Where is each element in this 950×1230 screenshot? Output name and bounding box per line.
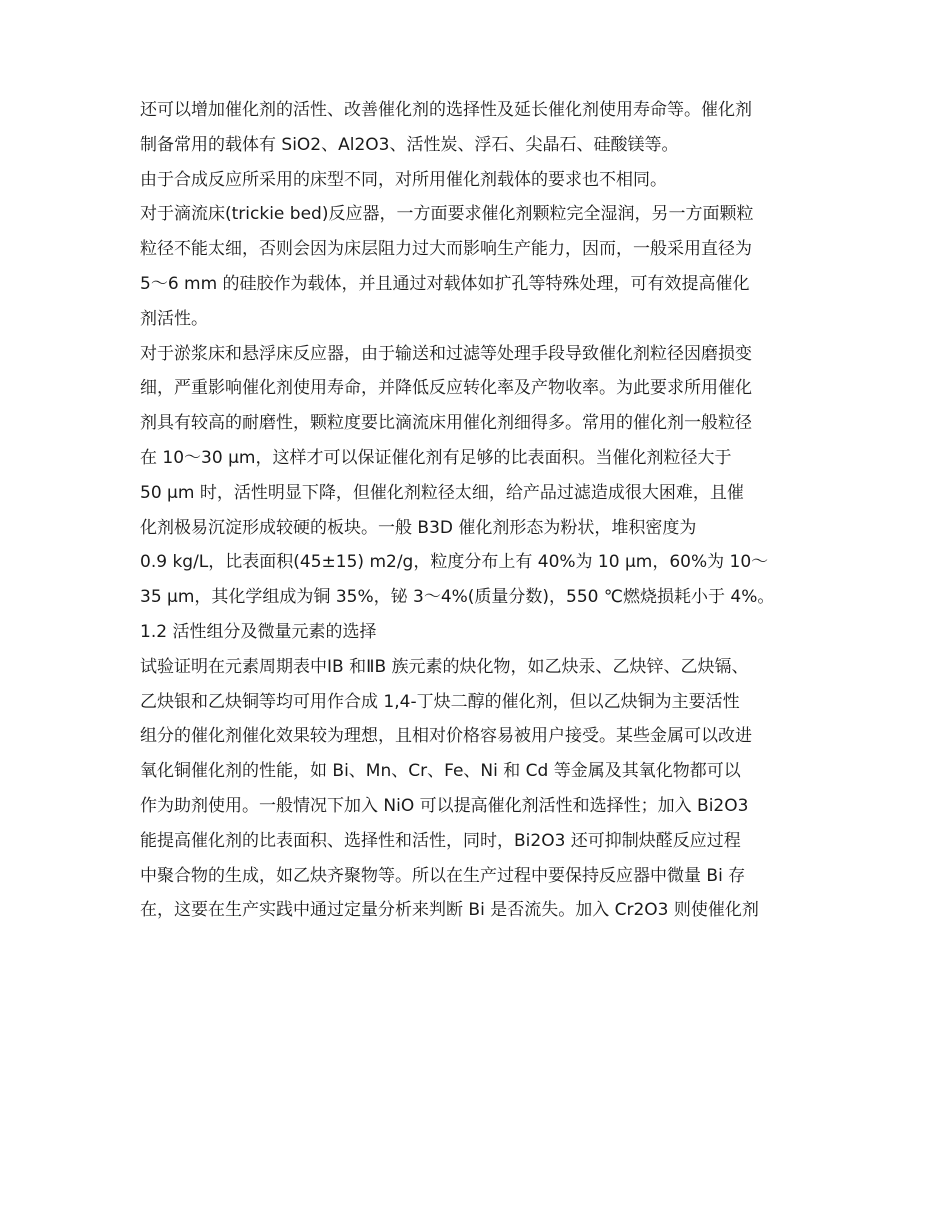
section-heading: 1.2 活性组分及微量元素的选择 xyxy=(140,621,377,642)
text-line: 中聚合物的生成，如乙炔齐聚物等。所以在生产过程中要保持反应器中微量 Bi 存 xyxy=(140,865,746,886)
text-line: 对于滴流床(trickie bed)反应器，一方面要求催化剂颗粒完全湿润，另一方面颗粒 xyxy=(140,204,754,225)
text-line: 作为助剂使用。一般情况下加入 NiO 可以提高催化剂活性和选择性；加入 Bi2O3 xyxy=(140,795,749,816)
text-line: 组分的催化剂催化效果较为理想，且相对价格容易被用户接受。某些金属可以改进 xyxy=(140,726,752,747)
text-line: 氧化铜催化剂的性能，如 Bi、Mn、Cr、Fe、Ni 和 Cd 等金属及其氧化物都可以 xyxy=(140,761,741,782)
text-line: 剂活性。 xyxy=(140,308,208,329)
text-line: 对于淤浆床和悬浮床反应器，由于输送和过滤等处理手段导致催化剂粒径因磨损变 xyxy=(140,343,752,364)
text-line: 35 μm，其化学组成为铜 35%，铋 3～4%(质量分数)，550 ℃燃烧损耗小于 4%。 xyxy=(140,587,775,608)
text-line: 乙炔银和乙炔铜等均可用作合成 1,4-丁炔二醇的催化剂，但以乙炔铜为主要活性 xyxy=(140,691,740,712)
text-line: 在，这要在生产实践中通过定量分析来判断 Bi 是否流失。加入 Cr2O3 则使催化剂 xyxy=(140,900,759,921)
text-line: 5～6 mm 的硅胶作为载体，并且通过对载体如扩孔等特殊处理，可有效提高催化 xyxy=(140,273,750,294)
text-line: 化剂极易沉淀形成较硬的板块。一般 B3D 催化剂形态为粉状，堆积密度为 xyxy=(140,517,697,538)
text-line: 剂具有较高的耐磨性，颗粒度要比滴流床用催化剂细得多。常用的催化剂一般粒径 xyxy=(140,413,752,434)
text-line: 还可以增加催化剂的活性、改善催化剂的选择性及延长催化剂使用寿命等。催化剂 xyxy=(140,100,752,120)
text-line: 制备常用的载体有 SiO2、Al2O3、活性炭、浮石、尖晶石、硅酸镁等。 xyxy=(140,134,679,155)
text-line: 细，严重影响催化剂使用寿命，并降低反应转化率及产物收率。为此要求所用催化 xyxy=(140,378,752,399)
text-line: 粒径不能太细，否则会因为床层阻力过大而影响生产能力，因而，一般采用直径为 xyxy=(140,239,752,260)
text-line: 试验证明在元素周期表中ⅠB 和ⅡB 族元素的炔化物，如乙炔汞、乙炔锌、乙炔镉、 xyxy=(140,656,749,677)
text-line: 能提高催化剂的比表面积、选择性和活性，同时，Bi2O3 还可抑制炔醛反应过程 xyxy=(140,830,741,851)
text-line: 由于合成反应所采用的床型不同，对所用催化剂载体的要求也不相同。 xyxy=(140,169,667,190)
body-text xyxy=(140,93,830,928)
text-line: 50 μm 时，活性明显下降，但催化剂粒径太细，给产品过滤造成很大困难，且催 xyxy=(140,482,744,503)
text-line: 在 10～30 μm，这样才可以保证催化剂有足够的比表面积。当催化剂粒径大于 xyxy=(140,447,732,468)
text-line: 0.9 kg/L，比表面积(45±15) m2/g，粒度分布上有 40%为 10 μm，60%为 10～ xyxy=(140,552,769,573)
